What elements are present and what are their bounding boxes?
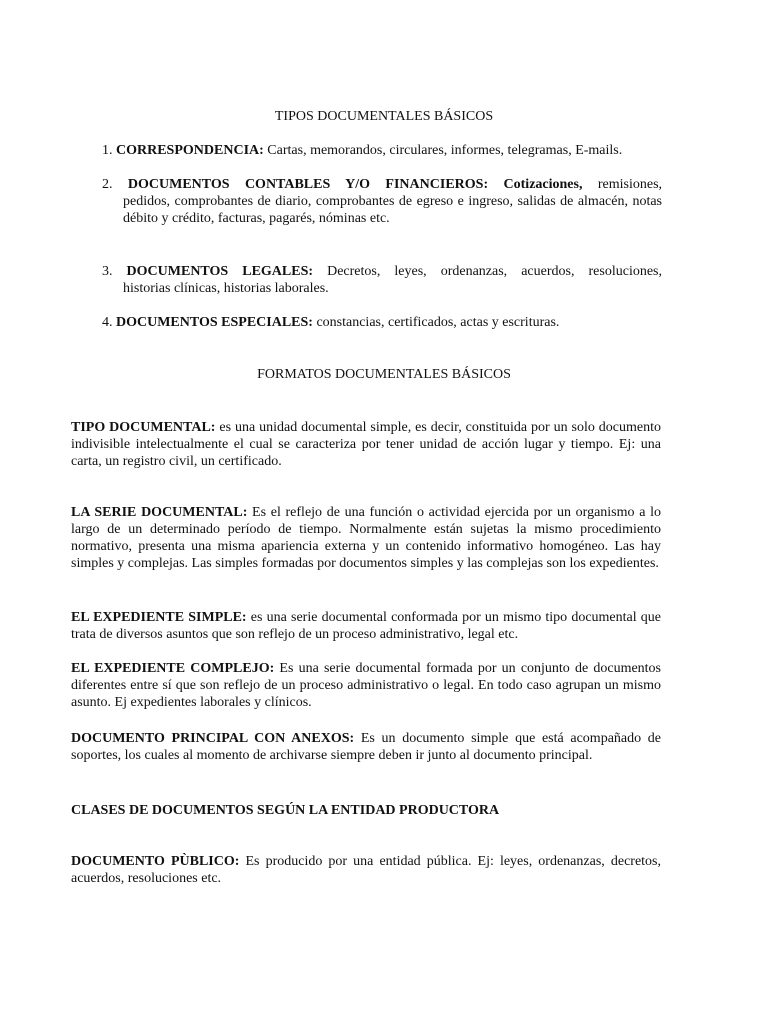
- item-text-rest: historias clínicas, historias laborales.: [123, 281, 329, 296]
- definition-term: EL EXPEDIENTE COMPLEJO:: [71, 661, 275, 676]
- definition-documento-publico: [71, 853, 661, 887]
- definition-expediente-simple: [71, 609, 661, 643]
- list-item-correspondencia: [102, 142, 662, 159]
- item-number: 2.: [102, 177, 113, 192]
- item-number: 4.: [102, 315, 113, 330]
- definition-term: LA SERIE DOCUMENTAL:: [71, 505, 248, 520]
- definition-term: EL EXPEDIENTE SIMPLE:: [71, 610, 247, 625]
- definition-expediente-complejo: [71, 660, 661, 711]
- item-number: 3.: [102, 264, 113, 279]
- definition-text: Es un documento simple que está acompañado de soportes, los cuales al momento de archivarse siempre deben ir junto al documento principal.: [71, 731, 662, 763]
- item-text: constancias, certificados, actas y escrituras.: [316, 315, 560, 330]
- item-text: Cartas, memorandos, circulares, informes, telegramas, E-mails.: [267, 143, 623, 158]
- list-item-legales: [102, 263, 662, 297]
- item-first-line: [102, 176, 662, 193]
- item-label-2: Cotizaciones,: [503, 177, 583, 192]
- definition-text: es una serie documental conformada por un mismo tipo documental que trata de diversos asuntos que son reflejo de un proceso administrativo, legal etc.: [71, 610, 662, 642]
- item-label: DOCUMENTOS CONTABLES Y/O FINANCIEROS:: [127, 177, 489, 192]
- item-text-line1: Decretos, leyes, ordenanzas, acuerdos, resoluciones,: [327, 264, 662, 279]
- definition-text: es una unidad documental simple, es decir, constituida por un solo documento indivisible intelectualmente el cual se caracteriza por tener unidad de acción lugar y tiempo. Ej: una carta, un registro civil, un certificado.: [71, 420, 661, 469]
- definition-tipo-documental: [71, 419, 661, 470]
- item-first-line: [102, 263, 662, 280]
- title-formatos-documentales: FORMATOS DOCUMENTALES BÁSICOS: [257, 367, 511, 382]
- definition-text: Es una serie documental formada por un conjunto de documentos diferentes entre sí que son reflejo de un proceso administrativo o legal. En todo caso agrupan un mismo asunto. Ej expedientes laborales y clínicos.: [71, 661, 662, 710]
- item-label: CORRESPONDENCIA:: [116, 143, 264, 158]
- list-item-especiales: [102, 314, 662, 331]
- definition-serie-documental: [71, 504, 661, 572]
- list-item-contables: [102, 176, 662, 227]
- definition-term: TIPO DOCUMENTAL:: [71, 420, 216, 435]
- definition-documento-principal: [71, 730, 661, 764]
- definition-term: DOCUMENTO PRINCIPAL CON ANEXOS:: [71, 731, 355, 746]
- definition-text: Es el reflejo de una función o actividad ejercida por un organismo a lo largo de un determinado período de tiempo. Normalmente están sujetas la mismo procedimiento normativo, presenta una misma apariencia externa y un contenido informativo homogéneo. Las hay simples y complejas. Las simples formadas por documentos simples y las complejas son los expedientes.: [71, 505, 661, 571]
- title-tipos-documentales: TIPOS DOCUMENTALES BÁSICOS: [274, 109, 494, 124]
- item-text-rest: pedidos, comprobantes de diario, comprobantes de egreso e ingreso, salidas de almacén, notas débito y crédito, facturas, pagarés, nóminas etc.: [123, 194, 662, 226]
- item-text-line1: remisiones,: [597, 177, 663, 192]
- definition-text: Es producido por una entidad pública. Ej: leyes, ordenanzas, decretos, acuerdos, resoluciones etc.: [71, 854, 661, 886]
- definition-term: DOCUMENTO PÙBLICO:: [71, 854, 240, 869]
- item-label: DOCUMENTOS LEGALES:: [126, 264, 314, 279]
- item-number: 1.: [102, 143, 113, 158]
- item-label: DOCUMENTOS ESPECIALES:: [116, 315, 313, 330]
- title-clases-documentos: CLASES DE DOCUMENTOS SEGÚN LA ENTIDAD PRODUCTORA: [71, 803, 500, 818]
